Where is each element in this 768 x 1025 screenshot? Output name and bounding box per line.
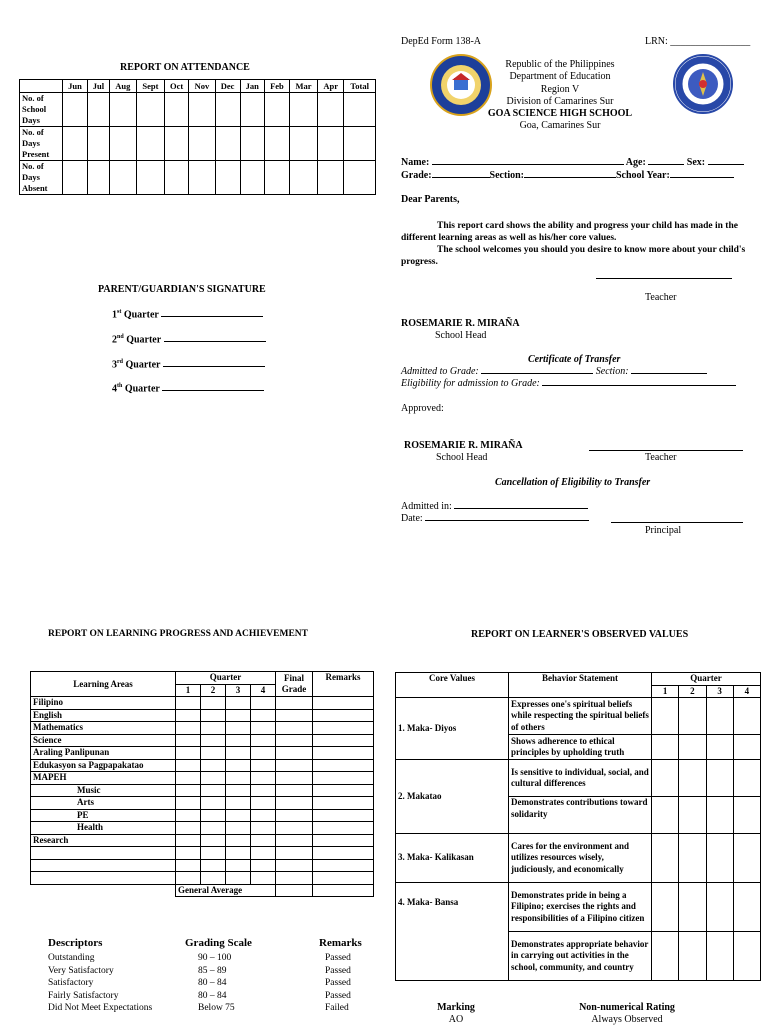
header-line: Division of Camarines Sur bbox=[506, 95, 614, 107]
value-row: 3. Maka- Kalikasan Cares for the environment and utilizes resources wisely, judiciously, and economically bbox=[396, 834, 761, 883]
header-line: Department of Education bbox=[509, 71, 611, 83]
rating-header: Non-numerical Rating bbox=[579, 1002, 675, 1013]
marking-header: Marking bbox=[437, 1002, 475, 1013]
subject-row: MAPEH bbox=[31, 772, 374, 785]
learning-table: Learning Areas Quarter Final Grade Remarks 1 2 3 4 Filipino English Mathematics Science Araling Panlipunan Edukasyon sa Pagpapakatao MAPEH Music Arts PE Health Research General Average bbox=[30, 671, 374, 897]
school-name: GOA SCIENCE HIGH SCHOOL bbox=[487, 108, 633, 120]
general-average-row: General Average bbox=[31, 884, 374, 897]
month-header: Jan bbox=[240, 80, 264, 93]
value-row: Demonstrates appropriate behavior in carrying out activities in the school, community, and country bbox=[396, 932, 761, 981]
subject-row: Edukasyon sa Pagpapakatao bbox=[31, 759, 374, 772]
col-core-values: Core Values bbox=[396, 673, 509, 698]
month-header: Aug bbox=[109, 80, 136, 93]
value-row: Demonstrates contributions toward solidarity bbox=[396, 797, 761, 834]
month-header: Mar bbox=[289, 80, 317, 93]
header-block bbox=[470, 59, 650, 133]
signature-q1[interactable]: 1st Quarter bbox=[112, 309, 263, 320]
header-line: Republic of the Philippines bbox=[505, 59, 615, 70]
col-learning-areas: Learning Areas bbox=[31, 672, 176, 697]
col-quarter: Quarter bbox=[652, 673, 761, 686]
transfer-head-title: School Head bbox=[436, 452, 488, 463]
head-title: School Head bbox=[435, 330, 487, 341]
principal-line bbox=[611, 522, 743, 523]
month-header: Sept bbox=[136, 80, 164, 93]
remarks-header: Remarks bbox=[319, 937, 362, 949]
month-header: Total bbox=[344, 80, 376, 93]
cancellation-title: Cancellation of Eligibility to Transfer bbox=[495, 477, 651, 488]
teacher-signature-line bbox=[596, 278, 732, 279]
subject-row bbox=[31, 859, 374, 872]
approved-label: Approved: bbox=[401, 403, 444, 414]
subject-row: Filipino bbox=[31, 697, 374, 710]
col-remarks: Remarks bbox=[313, 672, 374, 697]
subject-row: Mathematics bbox=[31, 722, 374, 735]
scale-row: Did Not Meet Expectations Below 75 Failed bbox=[48, 1003, 349, 1013]
month-header: Feb bbox=[264, 80, 289, 93]
transfer-admitted-row[interactable]: Admitted to Grade: Section: bbox=[401, 366, 707, 377]
letter-paragraph-1: This report card shows the ability and progress your child has made in the different learning areas as well as his/her core values. bbox=[401, 221, 738, 243]
school-address: Goa, Camarines Sur bbox=[519, 120, 601, 132]
learning-title: REPORT ON LEARNING PROGRESS AND ACHIEVEMENT bbox=[48, 629, 308, 639]
marking-value: AO bbox=[448, 1014, 464, 1025]
transfer-head-name: ROSEMARIE R. MIRAÑA bbox=[404, 440, 523, 451]
values-table: Core Values Behavior Statement Quarter 1 2 3 4 1. Maka- Diyos Expresses one's spiritual beliefs while respecting the spiritual beliefs of others Shows adherence to ethical principles by upholding truth 2. Makatao Is sensitive to individual, social, and cultural differences Demonstrates contributions toward solidarity 3. Maka- Kalikasan Cares for the environment and utilizes resources wisely, judiciously, and economically 4. Maka- Bansa Demonstrates pride in being a Filipino; exercises the rights and responsibilities of a Filipino citizen Demonstrates appropriate behavior in carrying out activities in the school, community, and country bbox=[395, 672, 761, 981]
head-name: ROSEMARIE R. MIRAÑA bbox=[401, 318, 520, 329]
transfer-eligibility-row[interactable]: Eligibility for admission to Grade: bbox=[401, 378, 736, 389]
descriptors-header: Descriptors bbox=[48, 937, 103, 949]
principal-label: Principal bbox=[645, 525, 682, 536]
teacher-label: Teacher bbox=[645, 292, 677, 303]
subject-row bbox=[31, 847, 374, 860]
student-grade-row[interactable]: Grade: Section: School Year: bbox=[401, 170, 734, 181]
subject-row: Health bbox=[31, 822, 374, 835]
subject-row: Araling Panlipunan bbox=[31, 747, 374, 760]
letter-paragraph-2: The school welcomes you should you desire to know more about your child's progress. bbox=[401, 245, 746, 267]
scale-row: Very Satisfactory 85 – 89 Passed bbox=[48, 965, 351, 976]
form-number: DepEd Form 138-A bbox=[401, 36, 481, 47]
col-final-grade: Final Grade bbox=[276, 672, 313, 697]
transfer-teacher-label: Teacher bbox=[645, 452, 677, 463]
transfer-teacher-line bbox=[589, 450, 743, 451]
admitted-in-row[interactable]: Admitted in: bbox=[401, 501, 588, 512]
signature-q2[interactable]: 2nd Quarter bbox=[112, 334, 266, 345]
transfer-title: Certificate of Transfer bbox=[528, 354, 621, 365]
subject-row: English bbox=[31, 709, 374, 722]
col-quarter: Quarter bbox=[176, 672, 276, 685]
month-header: Nov bbox=[189, 80, 215, 93]
subject-row: Science bbox=[31, 734, 374, 747]
subject-row: PE bbox=[31, 809, 374, 822]
grading-scale bbox=[48, 937, 388, 1015]
scale-row: Fairly Satisfactory 80 – 84 Passed bbox=[48, 990, 351, 1001]
header-line: Region V bbox=[540, 83, 580, 95]
date-row[interactable]: Date: bbox=[401, 513, 589, 524]
attendance-row: No. of Days Present bbox=[20, 127, 376, 161]
month-header: Jun bbox=[63, 80, 88, 93]
month-header: Jul bbox=[88, 80, 110, 93]
month-header: Apr bbox=[318, 80, 344, 93]
deped-seal-icon bbox=[673, 54, 733, 114]
signature-q3[interactable]: 3rd Quarter bbox=[112, 359, 265, 370]
attendance-table bbox=[19, 79, 376, 195]
deped-seal-graphic bbox=[675, 56, 731, 112]
scale-header: Grading Scale bbox=[185, 937, 252, 949]
values-title: REPORT ON LEARNER'S OBSERVED VALUES bbox=[471, 629, 689, 640]
scale-row: Satisfactory 80 – 84 Passed bbox=[48, 978, 351, 988]
salutation: Dear Parents, bbox=[401, 194, 460, 205]
subject-row: Music bbox=[31, 784, 374, 797]
value-row: Shows adherence to ethical principles by upholding truth bbox=[396, 735, 761, 760]
value-row: 4. Maka- Bansa Demonstrates pride in being a Filipino; exercises the rights and responsibilities of a Filipino citizen bbox=[396, 883, 761, 932]
subject-row: Arts bbox=[31, 797, 374, 810]
subject-row bbox=[31, 872, 374, 885]
subject-row: Research bbox=[31, 834, 374, 847]
value-row: 2. Makatao Is sensitive to individual, social, and cultural differences bbox=[396, 760, 761, 797]
scale-row: Outstanding 90 – 100 Passed bbox=[48, 953, 351, 963]
value-row: 1. Maka- Diyos Expresses one's spiritual beliefs while respecting the spiritual beliefs of others bbox=[396, 698, 761, 735]
lrn-field[interactable]: LRN: ________________ bbox=[645, 36, 751, 47]
attendance-row: No. of Days Absent bbox=[20, 161, 376, 195]
rating-value: Always Observed bbox=[591, 1014, 663, 1025]
student-name-row[interactable]: Name: Age: Sex: bbox=[401, 157, 744, 168]
col-behavior: Behavior Statement bbox=[509, 673, 652, 698]
signature-q4[interactable]: 4th Quarter bbox=[112, 383, 264, 394]
month-header: Dec bbox=[215, 80, 240, 93]
attendance-title: REPORT ON ATTENDANCE bbox=[120, 62, 250, 73]
month-header: Oct bbox=[164, 80, 188, 93]
attendance-row: No. of School Days bbox=[20, 93, 376, 127]
signature-title: PARENT/GUARDIAN'S SIGNATURE bbox=[98, 284, 266, 295]
